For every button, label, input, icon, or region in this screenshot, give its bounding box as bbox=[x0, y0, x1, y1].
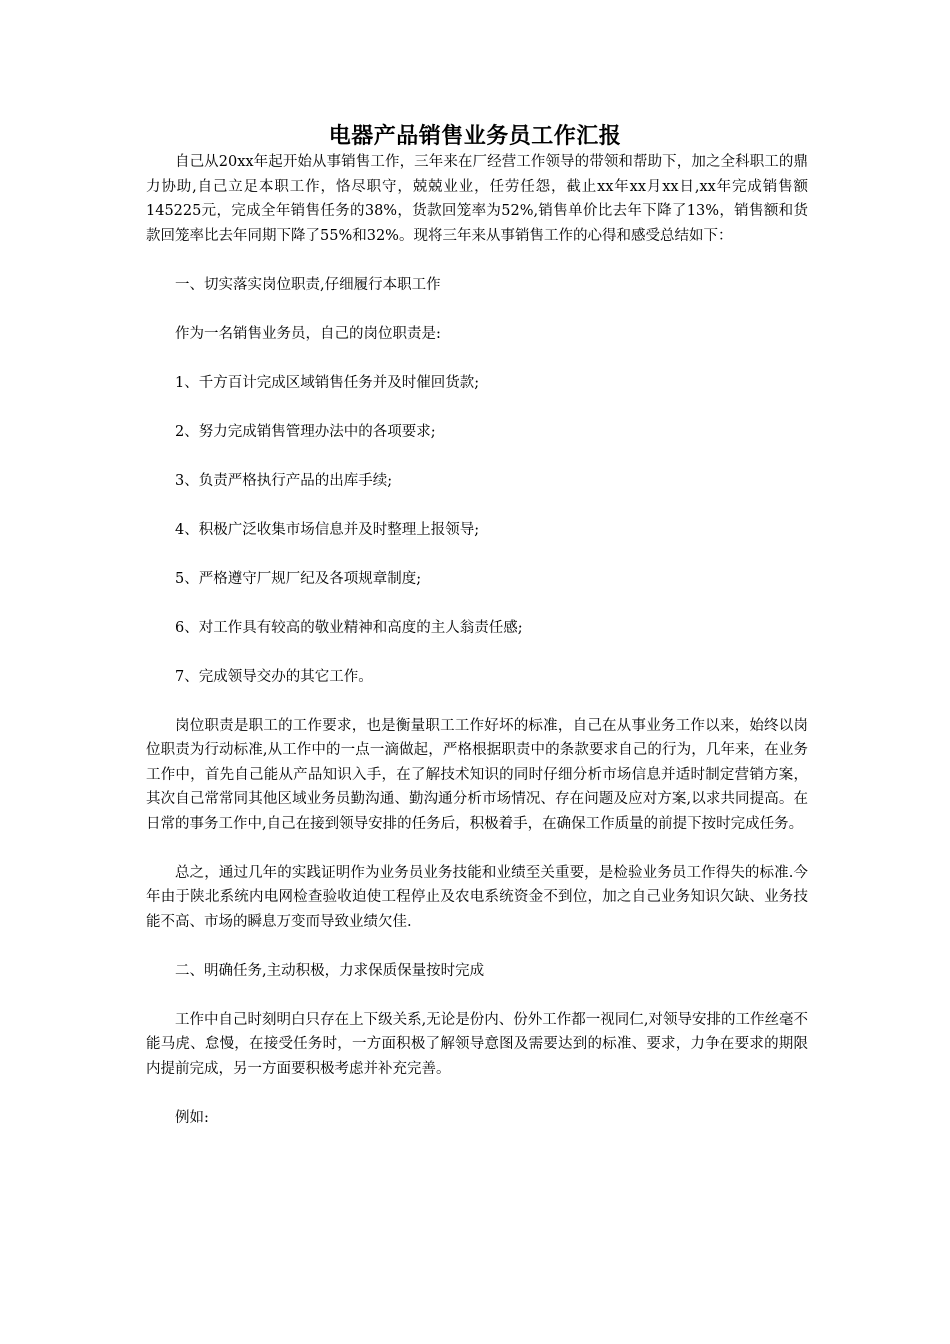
duties-intro: 作为一名销售业务员，自己的岗位职责是: bbox=[175, 325, 441, 342]
document-title: 电器产品销售业务员工作汇报 bbox=[328, 123, 622, 149]
summary-paragraph: 总之，通过几年的实践证明作为业务员业务技能和业绩至关重要，是检验业务员工作得失的标准.今年由于陕北系统内电网检查验收迫使工程停止及农电系统资金不到位，加之自己业务知识欠缺、业务技能不高、市场的瞬息万变而导致业绩欠佳. bbox=[146, 864, 808, 930]
duty-item-7: 7、完成领导交办的其它工作。 bbox=[175, 668, 373, 685]
example-label: 例如: bbox=[175, 1109, 209, 1126]
duties-analysis-paragraph: 岗位职责是职工的工作要求，也是衡量职工工作好坏的标准，自己在从事业务工作以来，始终以岗位职责为行动标准,从工作中的一点一滴做起，严格根据职责中的条款要求自己的行为，几年来，在业务工作中，首先自己能从产品知识入手，在了解技术知识的同时仔细分析市场信息并适时制定营销方案，其次自己常常同其他区域业务员勤沟通、勤沟通分析市场情况、存在问题及应对方案,以求共同提高。在日常的事务工作中,自己在接到领导安排的任务后，积极着手，在确保工作质量的前提下按时完成任务。 bbox=[146, 717, 808, 832]
duty-item-3: 3、负责严格执行产品的出库手续; bbox=[175, 472, 393, 489]
duty-item-5: 5、严格遵守厂规厂纪及各项规章制度; bbox=[175, 570, 422, 587]
section-heading-2: 二、明确任务,主动积极，力求保质保量按时完成 bbox=[175, 962, 485, 979]
duty-item-2: 2、努力完成销售管理办法中的各项要求; bbox=[175, 423, 436, 440]
task-paragraph: 工作中自己时刻明白只存在上下级关系,无论是份内、份外工作都一视同仁,对领导安排的工作丝毫不能马虎、怠慢，在接受任务时，一方面积极了解领导意图及需要达到的标准、要求，力争在要求的期限内提前完成，另一方面要积极考虑并补充完善。 bbox=[146, 1011, 808, 1077]
duty-item-1: 1、千方百计完成区域销售任务并及时催回货款; bbox=[175, 374, 480, 391]
duty-item-6: 6、对工作具有较高的敬业精神和高度的主人翁责任感; bbox=[175, 619, 523, 636]
intro-paragraph: 自己从20xx年起开始从事销售工作，三年来在厂经营工作领导的带领和帮助下，加之全科职工的鼎力协助,自己立足本职工作，恪尽职守，兢兢业业，任劳任怨，截止xx年xx月xx日,xx年完成销售额145225元，完成全年销售任务的38%，货款回笼率为52%,销售单价比去年下降了13%，销售额和货款回笼率比去年同期下降了55%和32%。现将三年来从事销售工作的心得和感受总结如下： bbox=[146, 154, 808, 244]
duty-item-4: 4、积极广泛收集市场信息并及时整理上报领导; bbox=[175, 521, 480, 538]
section-heading-1: 一、切实落实岗位职责,仔细履行本职工作 bbox=[175, 276, 441, 293]
document-body bbox=[146, 150, 808, 1130]
